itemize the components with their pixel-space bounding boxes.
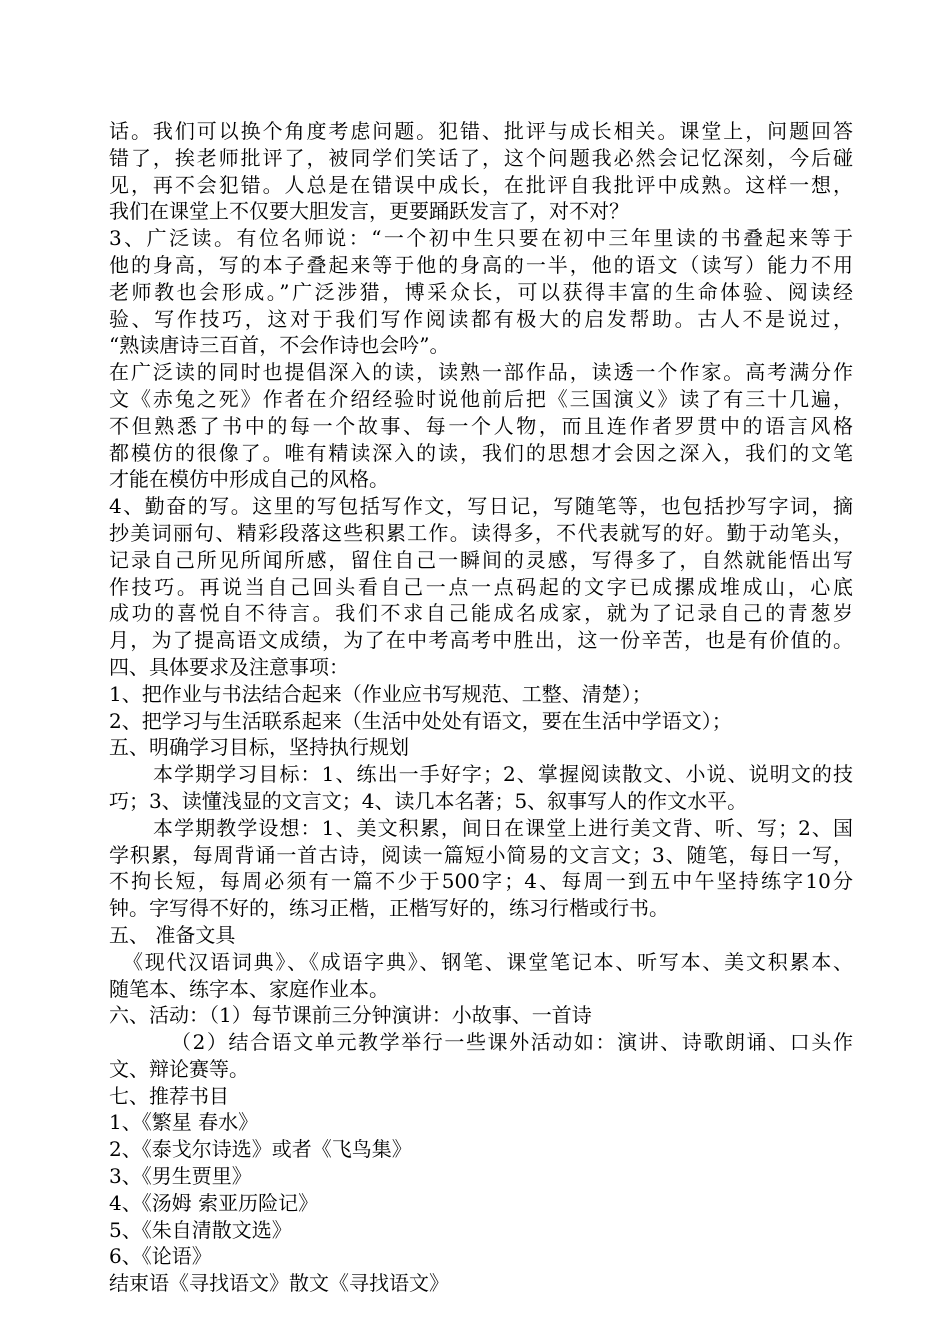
text-line: 我们在课堂上不仅要大胆发言，更要踊跃发言了，对不对？ bbox=[109, 199, 629, 224]
text-line: 本学期学习目标：1、练出一手好字；2、掌握阅读散文、小说、说明文的技 bbox=[153, 762, 853, 787]
section-heading-goals: 五、明确学习目标，坚持执行规划 bbox=[109, 735, 409, 760]
text-line: 他的身高，写的本子叠起来等于他的身高的一半，他的语文（读写）能力不用 bbox=[109, 252, 853, 277]
text-line: “熟读唐诗三百首，不会作诗也会吟”。 bbox=[109, 333, 450, 358]
text-line: 话。我们可以换个角度考虑问题。犯错、批评与成长相关。课堂上，问题回答 bbox=[109, 119, 853, 143]
list-item: 1、把作业与书法结合起来（作业应书写规范、工整、清楚）； bbox=[109, 681, 652, 706]
book-list-item: 2、《泰戈尔诗选》或者《飞鸟集》 bbox=[109, 1137, 412, 1162]
book-list-item: 6、《论语》 bbox=[109, 1244, 212, 1269]
text-line: 老师教也会形成。”广泛涉猎，博采众长，可以获得丰富的生命体验、阅读经 bbox=[109, 279, 853, 304]
book-list-item: 5、《朱自清散文选》 bbox=[109, 1217, 292, 1242]
section-heading-requirements: 四、具体要求及注意事项： bbox=[109, 654, 349, 679]
text-line: 不拘长短，每周必须有一篇不少于500字；4、每周一到五中午坚持练字10分 bbox=[109, 869, 853, 894]
text-line: 在广泛读的同时也提倡深入的读，读熟一部作品，读透一个作家。高考满分作 bbox=[109, 360, 853, 385]
text-line: 钟。字写得不好的，练习正楷，正楷写好的，练习行楷或行书。 bbox=[109, 896, 669, 921]
book-list-item: 4、《汤姆 索亚历险记》 bbox=[109, 1190, 319, 1215]
text-line: 不但熟悉了书中的每一个故事、每一个人物，而且连作者罗贯中的语言风格 bbox=[109, 413, 853, 438]
text-line: （2）结合语文单元教学举行一些课外活动如：演讲、诗歌朗诵、口头作 bbox=[171, 1030, 853, 1055]
text-line: 成功的喜悦自不待言。我们不求自己能成名成家，就为了记录自己的青葱岁 bbox=[109, 601, 853, 626]
text-line: 《现代汉语词典》、《成语字典》、钢笔、课堂笔记本、听写本、美文积累本、 bbox=[123, 949, 853, 974]
text-line: 错了，挨老师批评了，被同学们笑话了，这个问题我必然会记忆深刻，今后碰 bbox=[109, 145, 853, 170]
book-list-item: 3、《男生贾里》 bbox=[109, 1164, 252, 1189]
text-line: 学积累，每周背诵一首古诗，阅读一篇短小简易的文言文；3、随笔，每日一写， bbox=[109, 842, 853, 867]
text-line: 抄美词丽句、精彩段落这些积累工作。读得多，不代表就写的好。勤于动笔头， bbox=[109, 520, 853, 545]
closing-line: 结束语《寻找语文》散文《寻找语文》 bbox=[109, 1271, 449, 1296]
text-line: 记录自己所见所闻所感，留住自己一瞬间的灵感，写得多了，自然就能悟出写 bbox=[109, 547, 853, 572]
text-line: 验、写作技巧，这对于我们写作阅读都有极大的启发帮助。古人不是说过， bbox=[109, 306, 853, 331]
section-heading-3: 3、广泛读。有位名师说：“一个初中生只要在初中三年里读的书叠起来等于 bbox=[109, 226, 853, 251]
text-line: 见，再不会犯错。人总是在错误中成长，在批评自我批评中成熟。这样一想， bbox=[109, 172, 853, 197]
text-line: 文、辩论赛等。 bbox=[109, 1056, 249, 1081]
text-line: 都模仿的很像了。唯有精读深入的读，我们的思想才会因之深入，我们的文笔 bbox=[109, 440, 853, 465]
section-heading-supplies: 五、 准备文具 bbox=[109, 922, 236, 947]
book-list-item: 1、《繁星 春水》 bbox=[109, 1110, 259, 1135]
list-item: 2、把学习与生活联系起来（生活中处处有语文，要在生活中学语文）； bbox=[109, 708, 732, 733]
text-line: 文《赤兔之死》作者在介绍经验时说他前后把《三国演义》读了有三十几遍， bbox=[109, 386, 853, 411]
text-line: 月，为了提高语文成绩，为了在中考高考中胜出，这一份辛苦，也是有价值的。 bbox=[109, 628, 853, 653]
document-page bbox=[109, 118, 853, 1297]
section-heading-activities: 六、活动：（1）每节课前三分钟演讲：小故事、一首诗 bbox=[109, 1003, 592, 1028]
text-line: 巧；3、读懂浅显的文言文；4、读几本名著；5、叙事写人的作文水平。 bbox=[109, 788, 748, 813]
text-line: 作技巧。再说当自己回头看自己一点一点码起的文字已成摞成堆成山，心底 bbox=[109, 574, 853, 599]
text-line: 本学期教学设想：1、美文积累，间日在课堂上进行美文背、听、写；2、国 bbox=[153, 815, 853, 840]
text-line: 才能在模仿中形成自己的风格。 bbox=[109, 467, 389, 492]
text-line: 随笔本、练字本、家庭作业本。 bbox=[109, 976, 389, 1001]
section-heading-4: 4、勤奋的写。这里的写包括写作文，写日记，写随笔等，也包括抄写字词，摘 bbox=[109, 494, 853, 519]
section-heading-books: 七、推荐书目 bbox=[109, 1083, 229, 1108]
